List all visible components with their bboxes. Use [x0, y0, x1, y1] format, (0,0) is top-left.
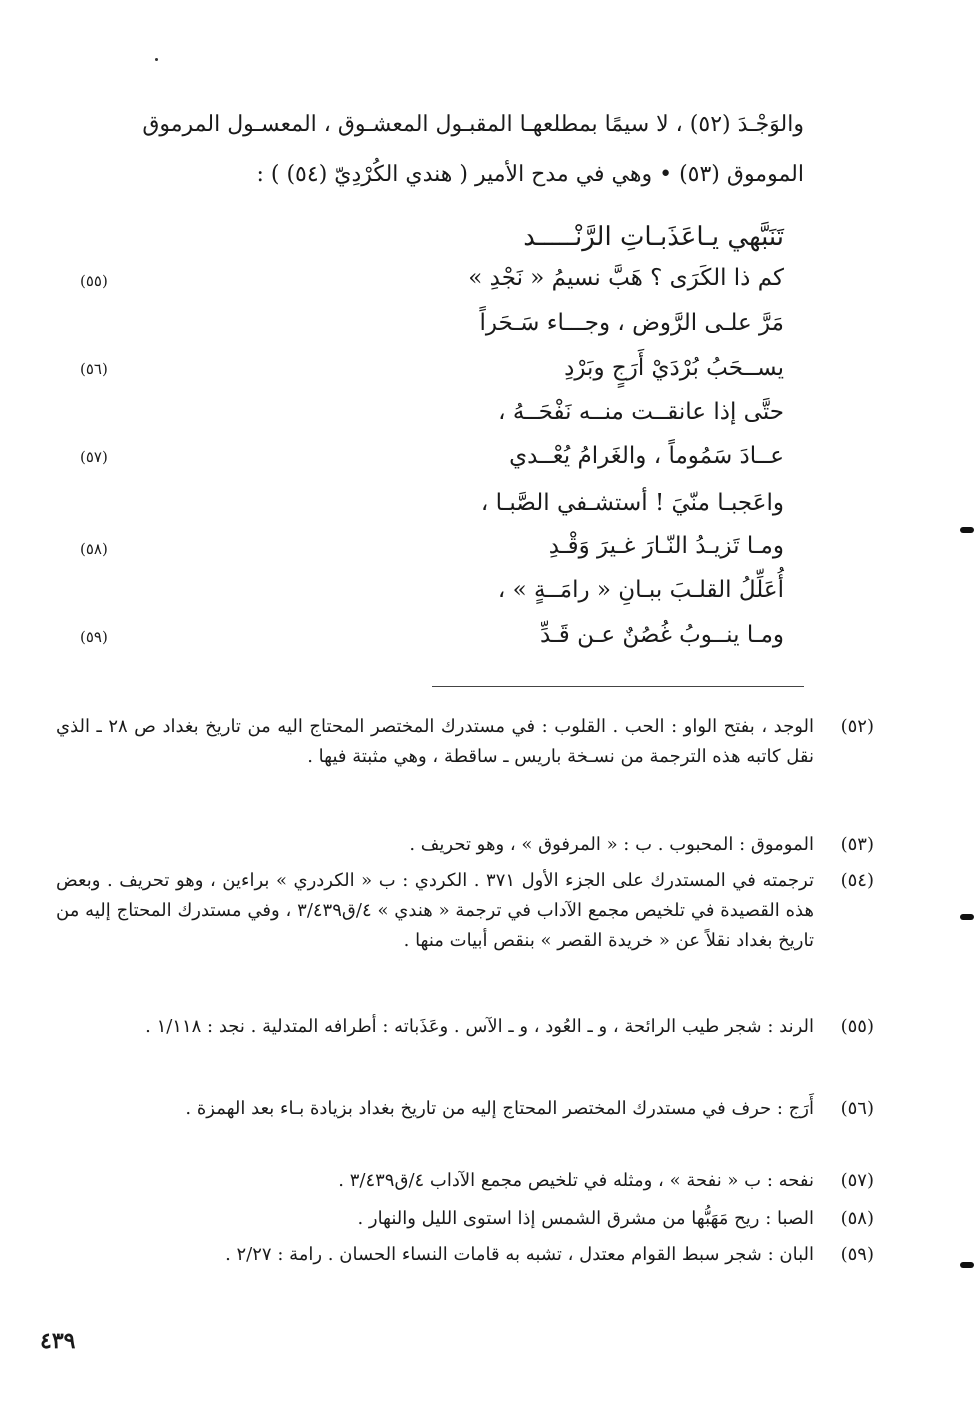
verse-line: مَرَّ علـى الرَّوض ، وجـــاء سَـحَراً	[479, 310, 784, 336]
verse-line: كم ذا الكَرَى ؟ هَبَّ نسيمُ « نَجْدِ »	[468, 265, 784, 291]
footnote-ref: (٥٧)	[80, 448, 108, 466]
intro-paragraph	[44, 100, 804, 200]
footnote-number: (٥٤)	[840, 870, 874, 891]
scan-mark	[960, 1262, 974, 1268]
footnote-ref: (٥٥)	[80, 272, 108, 290]
footnote-number: (٥٥)	[840, 1016, 874, 1037]
footnote-text: ترجمته في المستدرك على الجزء الأول ٣٧١ . الكردي : ب « الكردري » براءين ، وهو تحريف . وبعض هذه القصيدة في تلخيص مجمع الآداب في ترجمة « هندي » ٤/ق٣/٤٣٩ ، وفي مستدرك المحتاج إليه من تاريخ بغداد نقلاً عن « خريدة القصر » بنقص أبيات منها .	[56, 870, 815, 951]
footnote	[56, 1204, 874, 1234]
verse-line: عــادَ سَمُوماً ، والغَرامُ يُعْــدي	[509, 443, 784, 469]
verse-line: يســحَبُ بُرْدَيْ أَرَجٍ وبَرْدِ	[564, 355, 784, 381]
scan-mark	[960, 527, 974, 533]
intro-line: الموموق (٥٣) • وهي في مدح الأمير ( هندي الكُرْدِيّ (٥٤) ) :	[256, 162, 804, 187]
ink-speck	[155, 58, 158, 61]
footnote-text: الصبا : ريح مَهَبُّها من مشرق الشمس إذا استوى الليل والنهار .	[357, 1208, 814, 1229]
verse-line: أُعَلِّلُ القلـبَ ببـانِ « رامَــةٍ » ،	[497, 577, 784, 603]
footnote-ref: (٥٩)	[80, 628, 108, 646]
footnote	[56, 830, 874, 860]
footnote-text: الوجد ، بفتح الواو : الحب . القلوب : في مستدرك المختصر المحتاج اليه من تاريخ بغداد ص ٢٨ ـ الذي نقل كاتبه هذه الترجمة من نسـخة باريس ـ ساقطة ، وهي مثبتة فيها .	[56, 716, 814, 767]
verse-line: تَنَبَّهي يـاعَذَبـاتِ الرَّنْـــــد	[523, 222, 784, 252]
footnote	[56, 866, 874, 956]
verse-line: حتَّى إذا عانقــت منــه نَفْحَــهُ ،	[498, 399, 784, 425]
verse-line: ومـا تَزيـدُ النّـارَ غـيرَ وَقْـدِ	[548, 533, 784, 559]
footnote-ref: (٥٦)	[80, 360, 108, 378]
footnote-text: البان : شجر سبط القوام معتدل ، تشبه به قامات النساء الحسان . رامة : ٢/٢٧ .	[225, 1244, 814, 1265]
footnote-number: (٥٩)	[840, 1244, 874, 1265]
footnote	[56, 1012, 874, 1042]
intro-line: والوَجْـدَ (٥٢) ، لا سيمًا بمطلعهـا المقبـول المعشـوق ، المعسـول المرموق	[142, 112, 804, 137]
footnote	[56, 1094, 874, 1124]
footnote-ref: (٥٨)	[80, 540, 108, 558]
footnote-text: الرند : شجر طيب الرائحة ، و ـ العُود ، و ـ الآس . وعَذَباته : أطرافه المتدلية . نجد : ١/١١٨ .	[145, 1016, 814, 1037]
scan-mark	[960, 914, 974, 920]
footnote-number: (٥٧)	[840, 1170, 874, 1191]
page-number: ٤٣٩	[40, 1328, 76, 1354]
footnote	[56, 1240, 874, 1270]
footnote	[56, 712, 874, 772]
footnote-number: (٥٢)	[840, 716, 874, 737]
verse-line: ومـا ينــوبُ غُصُنٌ عـن قَـدِّ	[539, 622, 784, 648]
footnote-text: أَرَج : حرف في مستدرك المختصر المحتاج إليه من تاريخ بغداد بزيادة بـاء بعد الهمزة .	[185, 1098, 814, 1119]
verse-line: واعَجبـا منّيَ ! أستشـفي الصَّبـا ،	[480, 490, 784, 516]
footnote-number: (٥٦)	[840, 1098, 874, 1119]
footnote-text: نفحه : ب « نفحة » ، ومثله في تلخيص مجمع الآداب ٤/ق٣/٤٣٩ .	[338, 1170, 814, 1191]
footnote-number: (٥٣)	[840, 834, 874, 855]
footnote-number: (٥٨)	[840, 1208, 874, 1229]
footnote-text: الموموق : المحبوب . ب : « المرفوق » ، وهو تحريف .	[409, 834, 814, 855]
footnote	[56, 1166, 874, 1196]
footnote-separator	[432, 686, 804, 687]
